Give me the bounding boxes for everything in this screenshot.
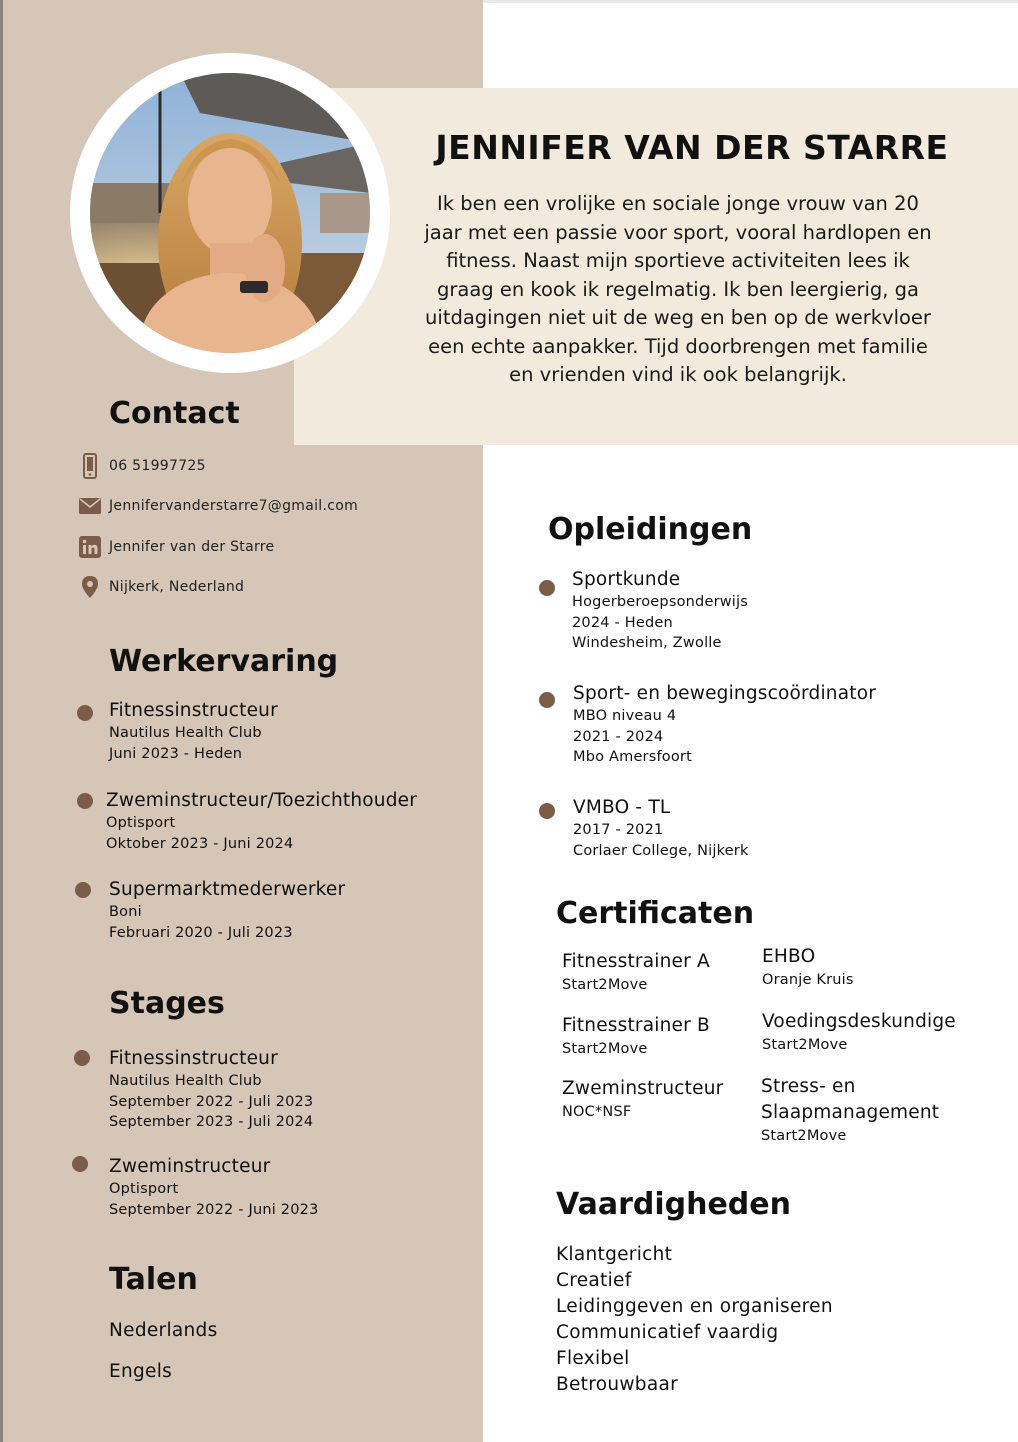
job-employer: Nautilus Health Club bbox=[109, 725, 262, 741]
location-text: Nijkerk, Nederland bbox=[109, 579, 245, 595]
certificate-item bbox=[762, 1009, 956, 1055]
education-item bbox=[573, 682, 876, 768]
skill-item: Klantgericht bbox=[556, 1244, 673, 1265]
talen-heading: Talen bbox=[109, 1262, 198, 1297]
skill-item: Betrouwbaar bbox=[556, 1373, 679, 1395]
stage-item bbox=[109, 1155, 319, 1220]
education-title: Sportkunde bbox=[572, 569, 681, 590]
certificate-issuer: Start2Move bbox=[762, 1037, 848, 1053]
education-school: Windesheim, Zwolle bbox=[572, 635, 722, 651]
stage-period: September 2023 - Juli 2024 bbox=[109, 1114, 314, 1130]
certificate-title: Zweminstructeur bbox=[562, 1078, 724, 1099]
job-period: Juni 2023 - Heden bbox=[109, 745, 243, 762]
education-period: 2017 - 2021 bbox=[573, 822, 664, 838]
bullet-dot bbox=[539, 692, 555, 708]
education-item bbox=[573, 796, 749, 861]
certificate-issuer: Start2Move bbox=[562, 977, 648, 993]
education-school: Corlaer College, Nijkerk bbox=[573, 842, 749, 859]
werkervaring-heading: Werkervaring bbox=[109, 644, 339, 679]
certificate-title: Fitnesstrainer A bbox=[562, 951, 710, 972]
contact-email[interactable] bbox=[76, 492, 358, 520]
skill-item: Leidinggeven en organiseren bbox=[556, 1295, 833, 1317]
bullet-dot bbox=[77, 705, 93, 721]
opleidingen-heading: Opleidingen bbox=[548, 512, 753, 547]
stage-title: Zweminstructeur bbox=[109, 1156, 271, 1177]
education-level: Hogerberoepsonderwijs bbox=[572, 594, 748, 610]
certificate-issuer: Start2Move bbox=[562, 1041, 648, 1057]
phone-number: 06 51997725 bbox=[109, 458, 206, 474]
education-school: Mbo Amersfoort bbox=[573, 749, 692, 765]
certificate-title: Stress- en Slaapmanagement bbox=[761, 1076, 940, 1123]
skill-item: Creatief bbox=[556, 1269, 632, 1291]
certificate-title: EHBO bbox=[762, 946, 816, 967]
stage-employer: Nautilus Health Club bbox=[109, 1073, 262, 1089]
certificate-issuer: Oranje Kruis bbox=[762, 972, 854, 988]
job-period: Februari 2020 - Juli 2023 bbox=[109, 924, 293, 941]
linkedin-icon bbox=[76, 533, 104, 561]
certificate-issuer: NOC*NSF bbox=[562, 1104, 632, 1120]
education-period: 2021 - 2024 bbox=[573, 728, 664, 745]
certificate-issuer: Start2Move bbox=[761, 1128, 847, 1144]
location-pin-icon bbox=[76, 573, 104, 601]
vaardigheden-heading: Vaardigheden bbox=[556, 1187, 791, 1222]
intro-text: Ik ben een vrolijke en sociale jonge vrouw van 20 jaar met een passie voor sport, vooral hardlopen en fitness. Naast mijn sportieve activiteiten lees ik graag en kook ik regelmatig. Ik ben leergierig, ga uitdagingen niet uit de weg en ben op de werkvloer een echte aanpakker. Tijd doorbrengen met familie en vrienden vind ik ook belangrijk. bbox=[424, 192, 932, 386]
certificate-item bbox=[562, 949, 710, 995]
skills-list bbox=[556, 1242, 833, 1397]
education-period: 2024 - Heden bbox=[572, 614, 673, 631]
skill-item: Communicatief vaardig bbox=[556, 1321, 779, 1343]
job-title: Supermarktmederwerker bbox=[109, 879, 346, 900]
phone-icon bbox=[76, 452, 104, 480]
bullet-dot bbox=[77, 793, 93, 809]
top-border-line bbox=[483, 0, 1018, 3]
certificate-item bbox=[562, 1013, 710, 1059]
contact-location bbox=[76, 573, 244, 601]
certificate-title: Fitnesstrainer B bbox=[562, 1015, 710, 1036]
job-employer: Optisport bbox=[106, 815, 176, 831]
job-title: Zweminstructeur/Toezichthouder bbox=[106, 790, 418, 811]
stage-period: September 2022 - Juni 2023 bbox=[109, 1201, 319, 1218]
education-item bbox=[572, 568, 748, 654]
certificate-item bbox=[761, 1074, 971, 1146]
certificate-item bbox=[562, 1076, 723, 1122]
education-title: VMBO - TL bbox=[573, 797, 671, 818]
profile-photo-frame bbox=[70, 53, 390, 373]
stage-employer: Optisport bbox=[109, 1181, 179, 1197]
education-title: Sport- en bewegingscoördinator bbox=[573, 683, 877, 704]
bullet-dot bbox=[539, 803, 555, 819]
stage-item bbox=[109, 1047, 313, 1133]
skill-item: Flexibel bbox=[556, 1347, 630, 1369]
education-level: MBO niveau 4 bbox=[573, 708, 677, 724]
language-item: Nederlands bbox=[109, 1320, 218, 1341]
language-item: Engels bbox=[109, 1361, 173, 1382]
job-period: Oktober 2023 - Juni 2024 bbox=[106, 835, 294, 852]
certificate-title: Voedingsdeskundige bbox=[762, 1011, 956, 1032]
job-employer: Boni bbox=[109, 904, 142, 920]
linkedin-name: Jennifer van der Starre bbox=[109, 539, 275, 555]
contact-phone[interactable] bbox=[76, 452, 206, 480]
job-title: Fitnessinstructeur bbox=[109, 700, 278, 721]
bullet-dot bbox=[75, 882, 91, 898]
certificaten-heading: Certificaten bbox=[556, 896, 755, 931]
contact-heading: Contact bbox=[109, 396, 240, 431]
bullet-dot bbox=[539, 580, 555, 596]
bullet-dot bbox=[72, 1156, 88, 1172]
profile-photo bbox=[90, 73, 370, 353]
email-icon bbox=[76, 492, 104, 520]
contact-linkedin[interactable] bbox=[76, 533, 274, 561]
stage-title: Fitnessinstructeur bbox=[109, 1048, 278, 1069]
werkervaring-item bbox=[106, 789, 417, 854]
full-name: JENNIFER VAN DER STARRE bbox=[435, 128, 949, 167]
certificate-item bbox=[762, 944, 854, 990]
stage-period: September 2022 - Juli 2023 bbox=[109, 1093, 314, 1110]
werkervaring-item bbox=[109, 699, 278, 764]
werkervaring-item bbox=[109, 878, 345, 943]
bullet-dot bbox=[74, 1050, 90, 1066]
stages-heading: Stages bbox=[109, 986, 225, 1021]
email-address: Jennifervanderstarre7@gmail.com bbox=[109, 498, 359, 514]
